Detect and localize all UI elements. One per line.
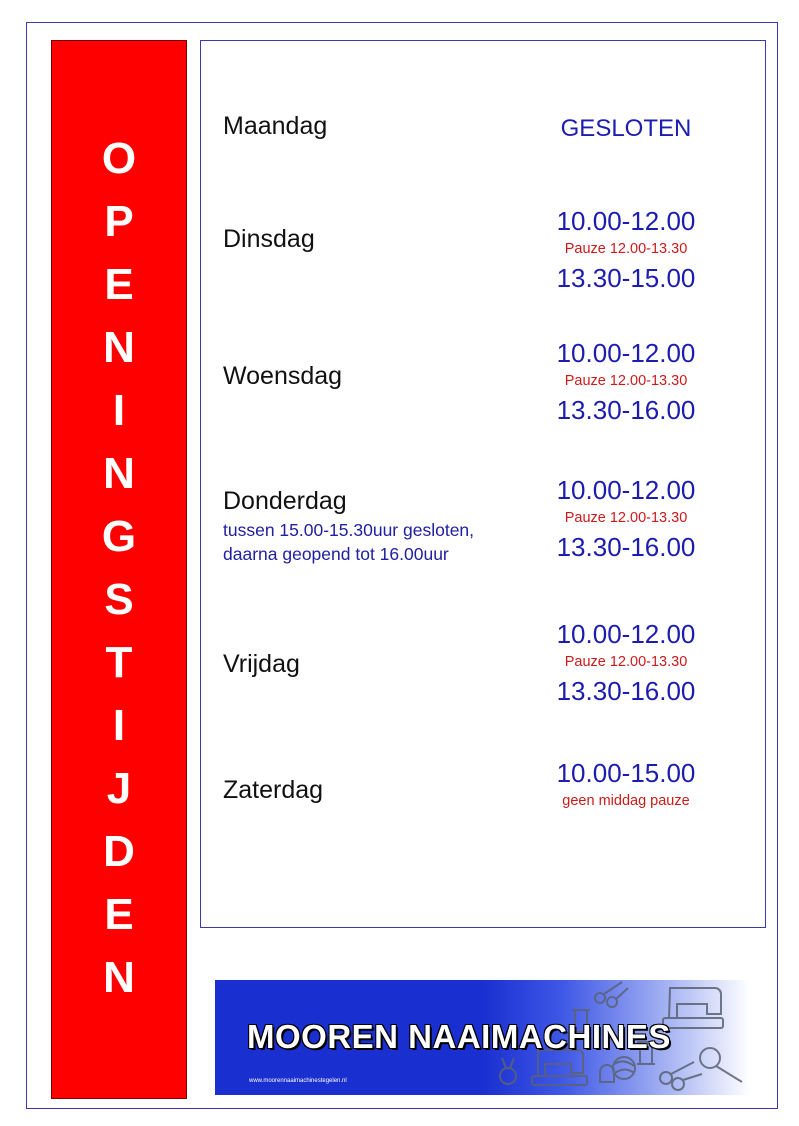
tuesday-hours	[545, 206, 707, 293]
day-tuesday: Dinsdag	[223, 225, 315, 253]
morning-hours: 10.00-12.00	[556, 475, 696, 505]
wednesday-hours	[545, 338, 707, 425]
thursday-hours	[545, 475, 707, 562]
afternoon-hours: 13.30-16.00	[556, 676, 696, 706]
thursday-note-line-1: tussen 15.00-15.30uur gesloten,	[223, 520, 475, 540]
scissors-icon	[595, 982, 628, 1007]
thimble-icon	[600, 1065, 614, 1082]
pause-hours: Pauze 12.00-13.30	[564, 510, 688, 526]
title-letter: O	[101, 134, 137, 183]
title-letter: J	[106, 764, 132, 813]
title-letter: D	[103, 827, 135, 876]
friday-hours	[545, 619, 707, 706]
day-monday: Maandag	[223, 112, 328, 140]
saturday-open-hours: 10.00-15.00	[556, 758, 696, 788]
title-letter: N	[103, 323, 135, 372]
opening-hours-vertical-banner	[51, 40, 187, 1099]
title-letter: E	[104, 890, 134, 939]
afternoon-hours: 13.30-16.00	[556, 532, 696, 562]
title-letter: T	[105, 638, 133, 687]
yarn-ball-icon	[613, 1057, 635, 1079]
title-letter: S	[104, 575, 134, 624]
day-wednesday: Woensdag	[223, 362, 343, 390]
closed-label: GESLOTEN	[560, 115, 692, 142]
pause-hours: Pauze 12.00-13.30	[564, 241, 688, 257]
pause-hours: Pauze 12.00-13.30	[564, 654, 688, 670]
day-thursday: Donderdag	[223, 487, 347, 515]
morning-hours: 10.00-12.00	[556, 338, 696, 368]
pause-hours: Pauze 12.00-13.30	[564, 373, 688, 389]
company-name: MOOREN NAAIMACHINES	[247, 1018, 671, 1055]
website-url: www.moorennaaimachinestegelen.nl	[249, 1078, 347, 1084]
thursday-note-line-2: daarna geopend tot 16.00uur	[223, 544, 449, 564]
company-banner	[215, 980, 750, 1095]
title-letter: E	[104, 260, 134, 309]
title-letter: P	[104, 197, 134, 246]
title-letter: I	[112, 386, 126, 435]
day-saturday: Zaterdag	[223, 776, 324, 804]
sewing-machine-icon	[663, 988, 723, 1028]
measuring-tape-icon	[700, 1048, 742, 1082]
title-letter: I	[112, 701, 126, 750]
afternoon-hours: 13.30-15.00	[556, 263, 696, 293]
morning-hours: 10.00-12.00	[556, 206, 696, 236]
title-letter: G	[101, 512, 137, 561]
scissors-icon	[660, 1062, 702, 1090]
no-lunch-break-note: geen middag pauze	[562, 793, 690, 809]
title-letter: N	[103, 953, 135, 1002]
day-friday: Vrijdag	[223, 650, 300, 678]
title-letter: N	[103, 449, 135, 498]
afternoon-hours: 13.30-16.00	[556, 395, 696, 425]
saturday-hours	[545, 758, 707, 815]
pin-cushion-icon	[500, 1058, 516, 1084]
monday-hours	[545, 115, 707, 143]
morning-hours: 10.00-12.00	[556, 619, 696, 649]
